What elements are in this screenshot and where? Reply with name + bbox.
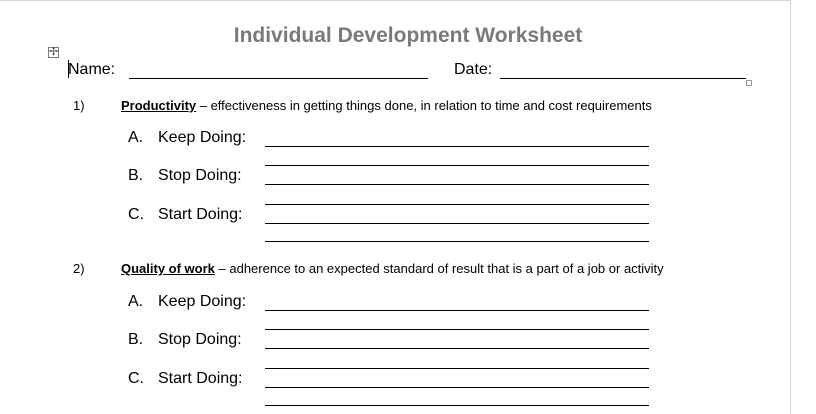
keep-doing-line-1[interactable] [265,310,649,311]
start-doing-line-2[interactable] [265,241,649,242]
keep-doing-label: Keep Doing: [158,129,247,146]
item-letter: A. [128,129,144,146]
start-doing-line-2[interactable] [265,405,649,406]
name-label: Name: [68,61,116,78]
keep-doing-line-2[interactable] [265,329,649,330]
section-number: 1) [73,98,85,113]
worksheet-title: Individual Development Worksheet [233,24,583,47]
start-doing-line-1[interactable] [265,387,649,388]
item-letter: C. [128,206,144,223]
stop-doing-label: Stop Doing: [158,167,242,184]
item-letter: C. [128,370,144,387]
table-move-handle-icon[interactable]: ✢ [49,46,59,58]
stop-doing-line-1[interactable] [265,348,649,349]
date-label: Date: [454,61,493,78]
item-letter: A. [128,293,144,310]
keep-doing-line-2[interactable] [265,165,649,166]
page-top-border [0,0,790,1]
stop-doing-line-2[interactable] [265,204,649,205]
item-letter: B. [128,331,144,348]
keep-doing-line-1[interactable] [265,146,649,147]
start-doing-label: Start Doing: [158,206,243,223]
section-heading [121,261,664,276]
stop-doing-line-2[interactable] [265,368,649,369]
section-heading [121,98,652,113]
stop-doing-label: Stop Doing: [158,331,242,348]
date-field-line[interactable] [500,78,746,79]
name-field-line[interactable] [129,78,428,79]
section-term: Quality of work [121,261,215,276]
stop-doing-line-1[interactable] [265,184,649,185]
section-definition: – effectiveness in getting things done, in relation to time and cost requirements [196,98,652,113]
keep-doing-label: Keep Doing: [158,293,247,310]
table-resize-handle[interactable] [746,80,752,86]
start-doing-line-1[interactable] [265,223,649,224]
section-number: 2) [73,261,85,276]
start-doing-label: Start Doing: [158,370,243,387]
item-letter: B. [128,167,144,184]
page-right-border [790,0,791,414]
section-term: Productivity [121,98,197,113]
section-definition: – adherence to an expected standard of result that is a part of a job or activity [214,261,664,276]
